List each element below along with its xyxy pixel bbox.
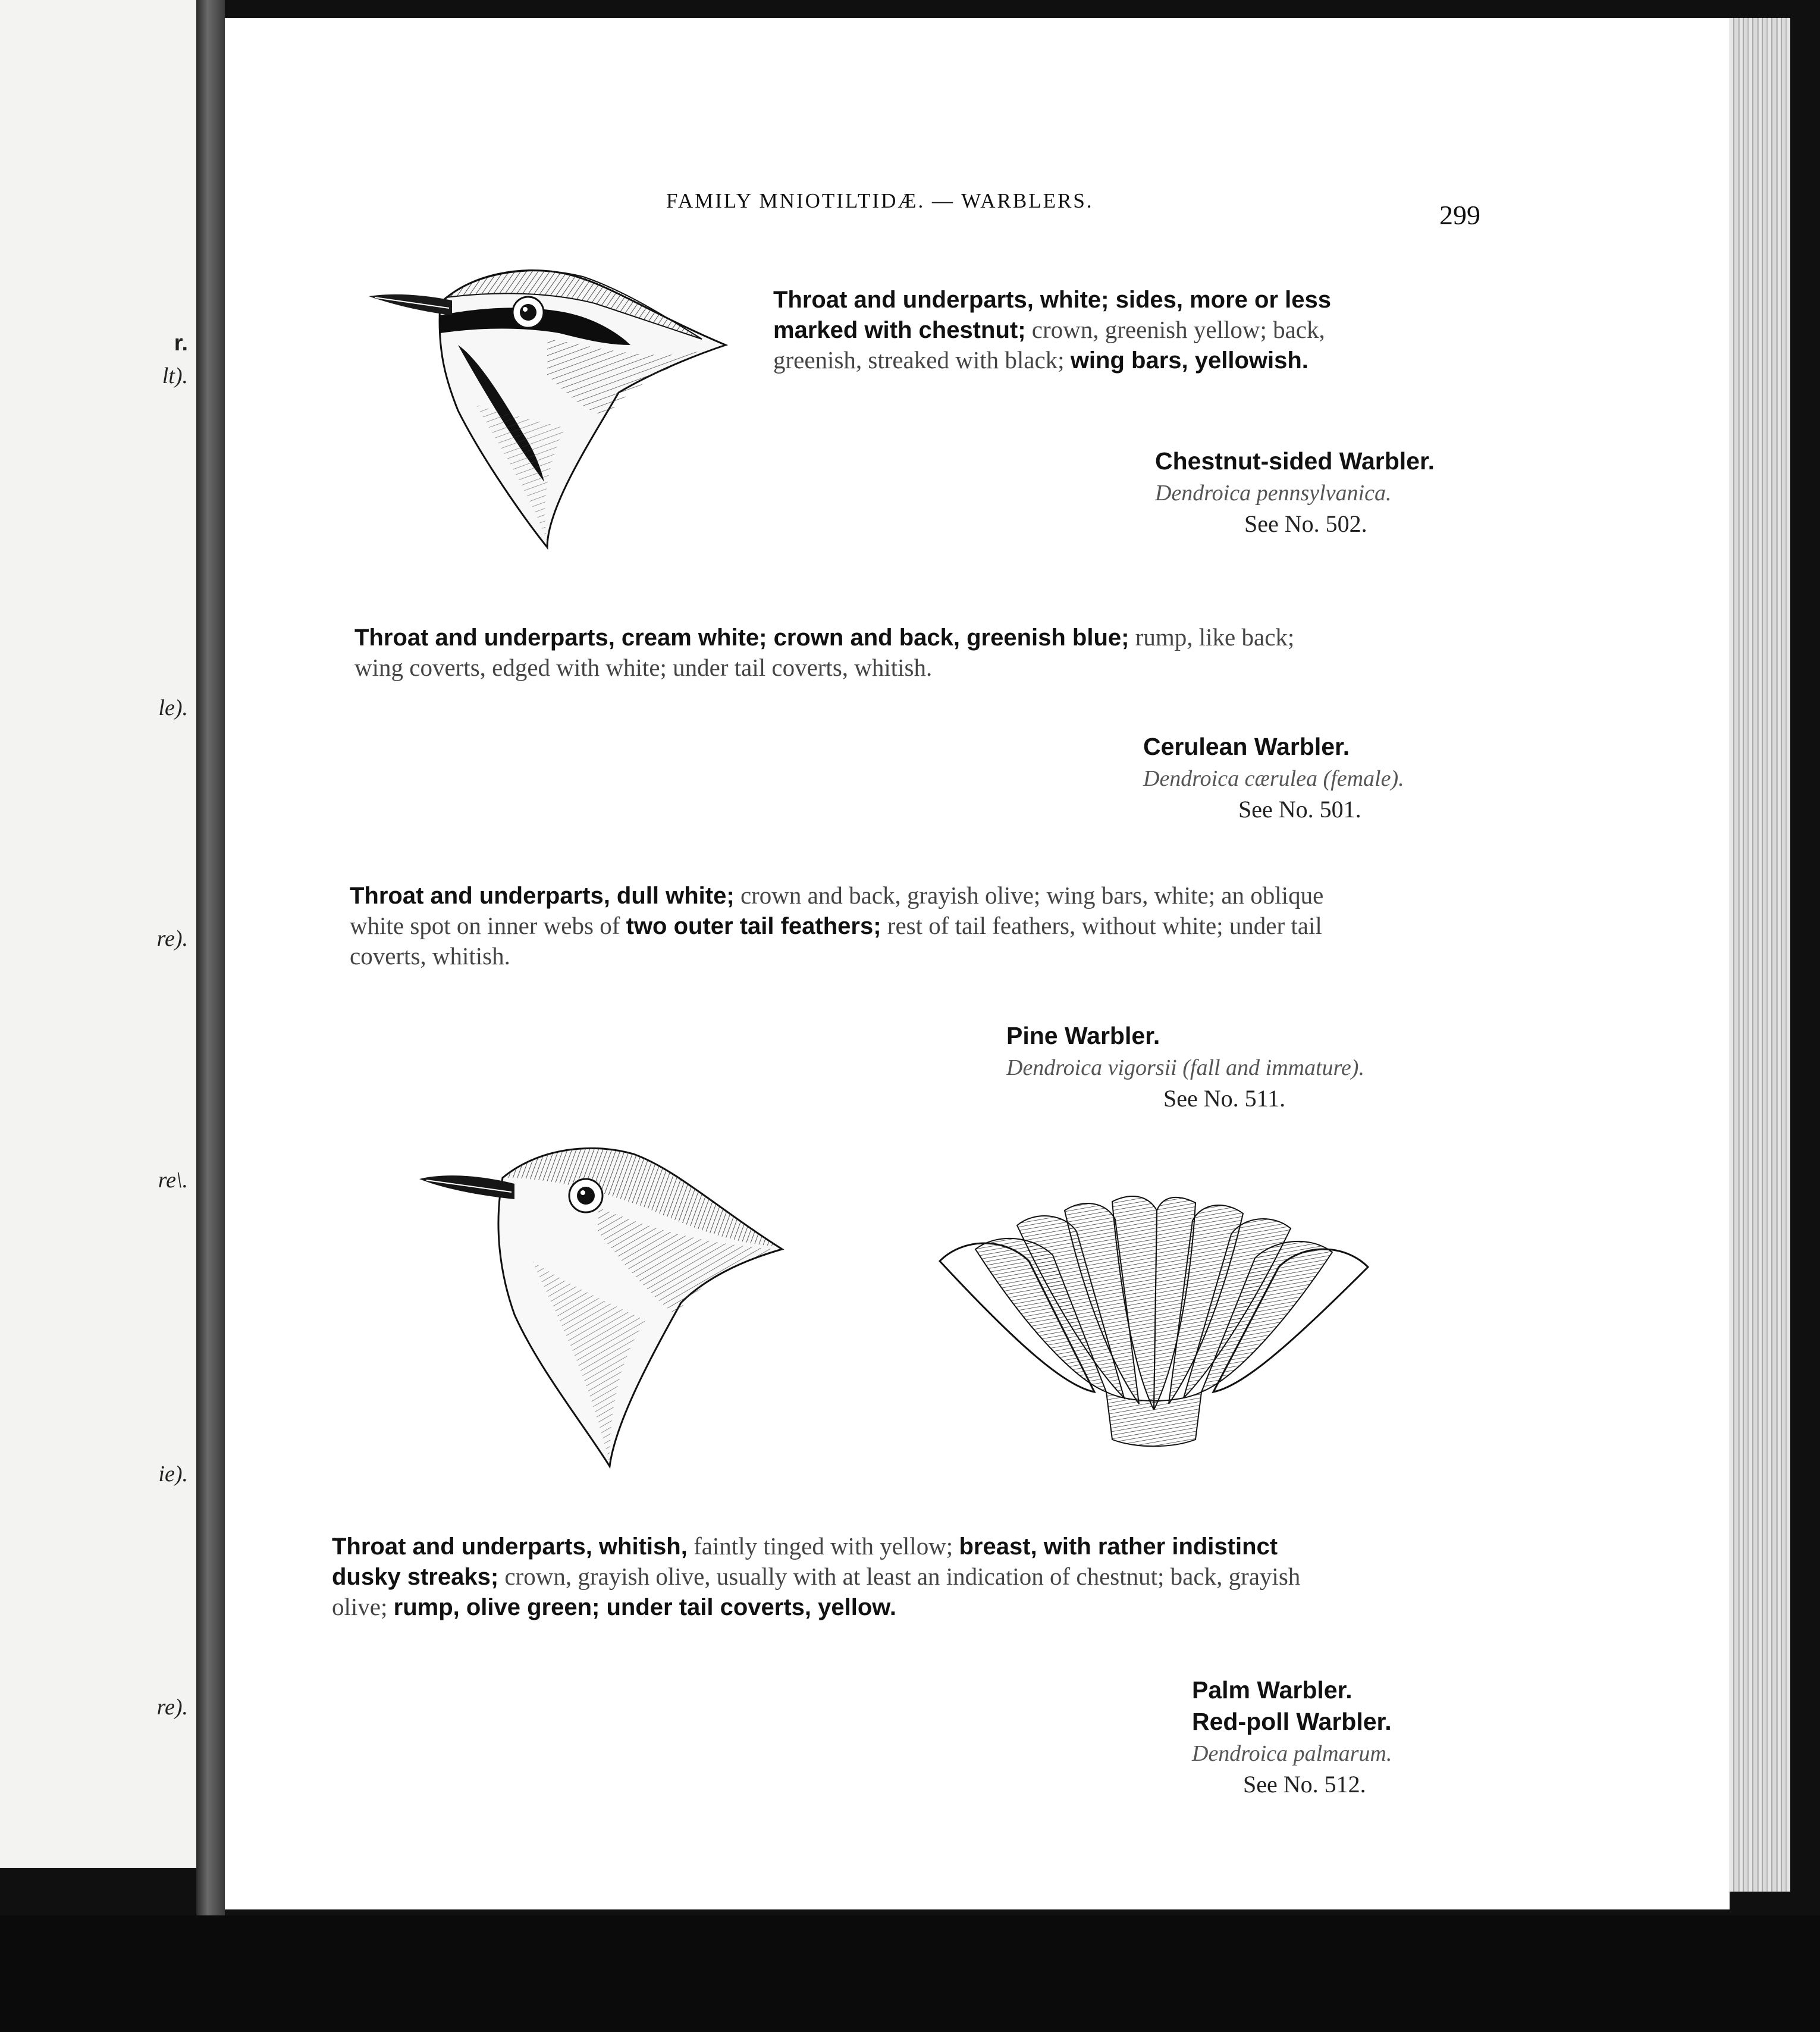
key-trait: Throat and underparts, dull white; — [350, 883, 735, 909]
latin-name: Dendroica palmarum. — [1192, 1741, 1392, 1766]
left-page-fragment: r. — [174, 331, 188, 356]
see-reference: See No. 512. — [1243, 1771, 1366, 1798]
page-edges — [1725, 18, 1790, 1892]
description-text: crown, grayish olive, usually with at least an indication of chestnut; back, grayish olive; — [332, 1563, 1301, 1620]
common-name-alternate: Red-poll Warbler. — [1192, 1708, 1392, 1735]
see-reference: See No. 502. — [1244, 510, 1367, 537]
running-head: FAMILY MNIOTILTIDÆ. — WARBLERS. — [666, 189, 1094, 212]
chestnut-sided-warbler-head-illustration — [369, 256, 738, 553]
description-text: rump, like back; wing coverts, edged with white; under tail coverts, whitish. — [354, 623, 1295, 681]
common-name: Palm Warbler. — [1192, 1676, 1353, 1704]
species-description — [332, 1531, 1307, 1622]
key-trait: Throat and underparts, whitish, — [332, 1534, 688, 1560]
key-trait: breast, with rather indistinct dusky streaks; — [332, 1534, 1278, 1590]
species-entry — [1155, 447, 1435, 538]
left-page-fragment: le). — [158, 695, 188, 720]
key-trait: two outer tail feathers; — [626, 913, 881, 939]
scan-background — [0, 1915, 1820, 2032]
previous-page-edge — [0, 0, 196, 1868]
pine-warbler-head-illustration — [419, 1142, 788, 1475]
latin-name: Dendroica pennsylvanica. — [1155, 481, 1392, 506]
species-description — [350, 880, 1325, 971]
key-trait: Throat and underparts, cream white; crown and back, greenish blue; — [354, 625, 1129, 651]
left-page-fragment: re). — [156, 926, 188, 951]
common-name: Pine Warbler. — [1006, 1022, 1160, 1049]
common-name: Chestnut-sided Warbler. — [1155, 447, 1435, 475]
key-trait: Throat and underparts, white; sides, more or less marked with chestnut; — [773, 287, 1331, 343]
key-trait: rump, olive green; under tail coverts, yellow. — [393, 1594, 897, 1620]
species-entry — [1143, 733, 1404, 823]
pine-warbler-tail-illustration — [928, 1196, 1380, 1451]
book-gutter — [196, 0, 225, 1915]
species-entry — [1192, 1676, 1392, 1798]
description-text: rest of tail feathers, without white; under tail coverts, whitish. — [350, 912, 1322, 970]
left-page-fragment: ie). — [158, 1462, 188, 1487]
latin-name: Dendroica cærulea (female). — [1143, 766, 1404, 791]
common-name: Cerulean Warbler. — [1143, 733, 1350, 760]
species-entry — [1006, 1022, 1364, 1112]
key-trait: wing bars, yellowish. — [1070, 347, 1308, 374]
description-text: crown and back, grayish olive; wing bars, white; an oblique white spot on inner webs of — [350, 882, 1324, 939]
latin-name: Dendroica vigorsii (fall and immature). — [1006, 1055, 1364, 1080]
left-page-fragment: re). — [156, 1695, 188, 1720]
see-reference: See No. 501. — [1238, 796, 1361, 823]
species-description — [773, 284, 1338, 375]
species-description — [354, 622, 1330, 682]
see-reference: See No. 511. — [1163, 1085, 1286, 1112]
left-page-fragment: lt). — [162, 363, 188, 388]
page-number: 299 — [1439, 200, 1480, 230]
description-text: crown, greenish yellow; back, greenish, streaked with black; — [773, 316, 1325, 374]
left-page-fragment: re\. — [158, 1168, 188, 1193]
description-text: faintly tinged with yellow; — [687, 1532, 959, 1560]
